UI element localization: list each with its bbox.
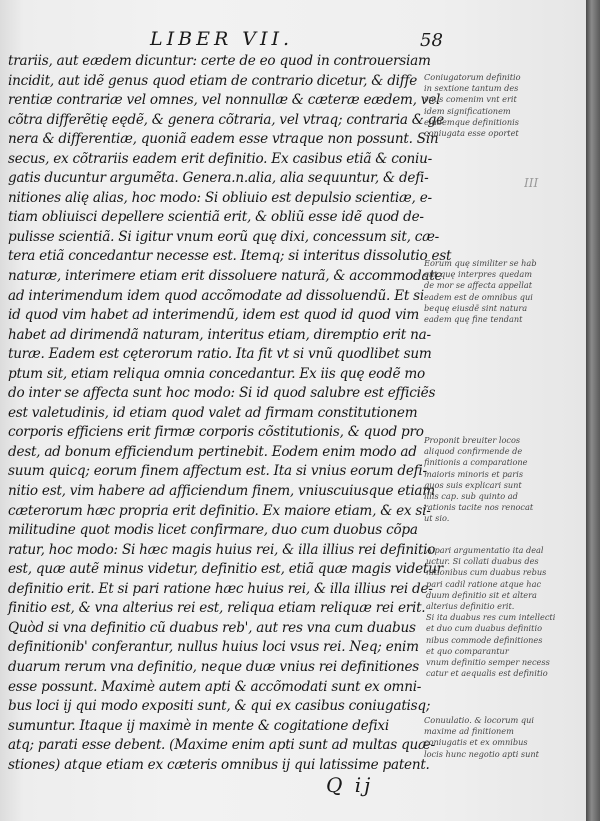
marginal-note-line: maioris minoris et paris: [424, 468, 524, 479]
text-line: secus, ex cõtrariis eadem erit definitio. Ex casibus etiã & coniu-: [8, 150, 432, 167]
marginal-note-line: finitionis a comparatione: [424, 457, 528, 468]
main-text-block: [8, 52, 452, 775]
text-line: id quod vim habet ad interimendũ, idem est quod id quod vim: [8, 307, 420, 324]
marginal-note-line: duum definitio sit et altera: [426, 589, 537, 600]
marginal-note-line: ent quę interpres quedam: [424, 269, 532, 280]
marginal-note-line: catur et aequalis est definitio: [426, 668, 548, 679]
marginal-note-line: rationis tacite nos renocat: [424, 502, 534, 513]
text-line: naturæ, interimere etiam erit dissoluere naturã, & accommodate: [8, 268, 443, 285]
marginal-note-line: III: [524, 178, 539, 190]
text-line: duarum rerum vna definitio, neque duæ vnius rei definitiones: [8, 658, 419, 675]
text-line: bus loci ij qui modo expositi sunt, & qui ex casibus coniugatisq;: [8, 698, 431, 715]
marginal-note: [424, 435, 574, 525]
marginal-note-line: Coniugatorum definitio: [424, 72, 521, 82]
marginal-note-line: coniugata esse oportet: [424, 128, 519, 139]
text-line: corporis efficiens erit firmæ corporis cõstitutionis, & quod pro: [8, 424, 424, 441]
marginal-note-line: Si ita duabus res cum intellecti: [426, 612, 556, 623]
text-line: ratur, hoc modo: Si hæc magis huius rei, & illa illius rei definitio: [8, 541, 436, 558]
marginal-note-line: coniugatis et ex omnibus: [424, 737, 528, 748]
marginal-note-line: de mor se affecta appellat: [424, 280, 533, 291]
marginal-note-line: illis cap. sub quinto ad: [424, 491, 518, 502]
marginal-note-line: Eorum quę similiter se hab: [424, 258, 537, 268]
text-line: suum quicq; eorum finem affectum est. Ita si vnius eorum defi-: [8, 463, 427, 480]
marginal-note-line: A pari argumentatio ita deal: [426, 545, 544, 555]
text-line: esse possunt. Maximè autem apti & accõmodati sunt ex omni-: [8, 678, 422, 695]
text-line: habet ad dirimendã naturam, interitus etiam, diremptio erit na-: [8, 326, 431, 343]
text-line: finitio est, & vna alterius rei est, reliqua etiam reliquæ rei erit.: [8, 600, 426, 617]
marginal-note-line: eadem est de omnibus qui: [424, 291, 533, 302]
marginal-note-line: eiudemque definitionis: [424, 116, 519, 127]
text-line: incidit, aut idẽ genus quod etiam de contrario dicetur, & diffe: [8, 72, 418, 89]
text-line: ad interimendum idem quod accõmodate ad dissoluendũ. Et si: [8, 287, 424, 304]
text-line: definitio erit. Et si pari ratione hæc huius rei, & illa illius rei de-: [8, 580, 433, 597]
text-line: est, quæ autẽ minus videtur, definitio est, etiã quæ magis videtur: [8, 561, 443, 578]
text-line: nera & differentiæ, quoniã eadem esse vtraque non possunt. Sin: [8, 131, 439, 148]
marginal-note-line: locis hunc negotio apti sunt: [424, 748, 539, 759]
page-edge-shadow: [586, 0, 600, 821]
marginal-note-line: bequę eiusdẽ sint natura: [424, 302, 528, 313]
marginal-note: [426, 545, 576, 679]
marginal-note-line: et quo comparantur: [426, 645, 509, 656]
marginal-note-line: eadem quę fine tendant: [424, 314, 523, 325]
marginal-note-line: idem significationem: [424, 105, 511, 116]
marginal-note-line: aliquod confirmende de: [424, 446, 523, 457]
marginal-note: [524, 178, 586, 189]
text-line: nitio est, vim habere ad afficiendum finem, vniuscuiusque etiam: [8, 483, 435, 500]
text-line: Quòd si vna definitio cũ duabus reb', aut res vna cum duabus: [8, 619, 416, 636]
text-line: sumuntur. Itaque ij maximè in mente & cogitatione defixi: [8, 717, 389, 734]
page-number: 58: [420, 30, 443, 51]
marginal-note-line: in sextione tantum des: [424, 83, 519, 94]
text-line: ptum sit, etiam reliqua omnia concedantur. Ex iis quę eodẽ mo: [8, 365, 425, 382]
marginal-note-line: uctur. Si collati duabus des: [426, 556, 539, 567]
text-line: tiam obliuisci depellere scientiã erit, & obliũ esse idẽ quod de-: [8, 209, 424, 226]
text-line: definitionib' conferantur, nullus huius loci vsus rei. Neq; enim: [8, 639, 419, 656]
text-line: pulisse scientiã. Si igitur vnum eorũ quę dixi, concessum sit, cæ-: [8, 228, 439, 245]
text-line: gatis ducuntur argumẽta. Genera.n.alia, alia sequuntur, & defi-: [8, 170, 429, 187]
text-line: nitiones alię alias, hoc modo: Si obliuio est depulsio scientiæ, e-: [8, 189, 432, 206]
marginal-note-line: nibus commode definitiones: [426, 634, 543, 645]
text-line: militudine quot modis licet confirmare, duo cum duobus cõpa: [8, 522, 418, 539]
marginal-note-line: et duo cum duabus definitio: [426, 623, 543, 634]
text-line: tera etiã concedantur necesse est. Itemq; si interitus dissolutio est: [8, 248, 452, 265]
text-line: atq; parati esse debent. (Maxime enim apti sunt ad multas quæ-: [8, 737, 435, 754]
text-line: do inter se affecta sunt hoc modo: Si id quod salubre est efficiẽs: [8, 385, 436, 402]
marginal-note-line: pari cadil ratione atque hac: [426, 578, 542, 589]
signature-mark: Q ij: [326, 773, 374, 797]
marginal-note-line: Proponit breuiter locos: [424, 435, 521, 445]
text-line: trariis, aut eædem dicuntur: certe de eo quod in controuersiam: [8, 53, 431, 69]
marginal-note-line: maxime ad finitionem: [424, 726, 514, 737]
marginal-note-line: ut sio.: [424, 513, 450, 524]
text-line: est valetudinis, id etiam quod valet ad firmam constitutionem: [8, 404, 418, 421]
marginal-note: [424, 258, 574, 325]
text-line: turæ. Eadem est cęterorum ratio. Ita fit vt si vnũ quodlibet sum: [8, 346, 432, 363]
running-title: LIBER VII.: [150, 28, 294, 50]
marginal-note-line: Conuulatio. & locorum qui: [424, 715, 535, 725]
marginal-note-line: alterius definitio erit.: [426, 601, 515, 612]
marginal-note: [424, 715, 574, 760]
marginal-note: [424, 72, 574, 139]
marginal-note-line: quos suis explicari sunt: [424, 479, 522, 490]
text-line: rentiæ contrariæ vel omnes, vel nonnullæ & cæteræ eædem, vel: [8, 92, 441, 109]
text-line: cõtra differẽtię eędẽ, & genera cõtraria, vel vtraq; contraria & ge: [8, 111, 444, 128]
text-line: stiones) atque etiam ex cæteris omnibus ij qui latissime patent.: [8, 756, 430, 773]
text-line: dest, ad bonum efficiendum pertinebit. Eodem enim modo ad: [8, 443, 417, 460]
text-line: cæterorum hæc propria erit definitio. Ex maiore etiam, & ex si-: [8, 502, 431, 519]
marginal-note-line: nitionibus cum duabus rebus: [426, 567, 547, 578]
marginal-note-line: vnus comenim vnt erit: [424, 94, 517, 105]
marginal-note-line: vnum definitio semper necess: [426, 657, 550, 668]
